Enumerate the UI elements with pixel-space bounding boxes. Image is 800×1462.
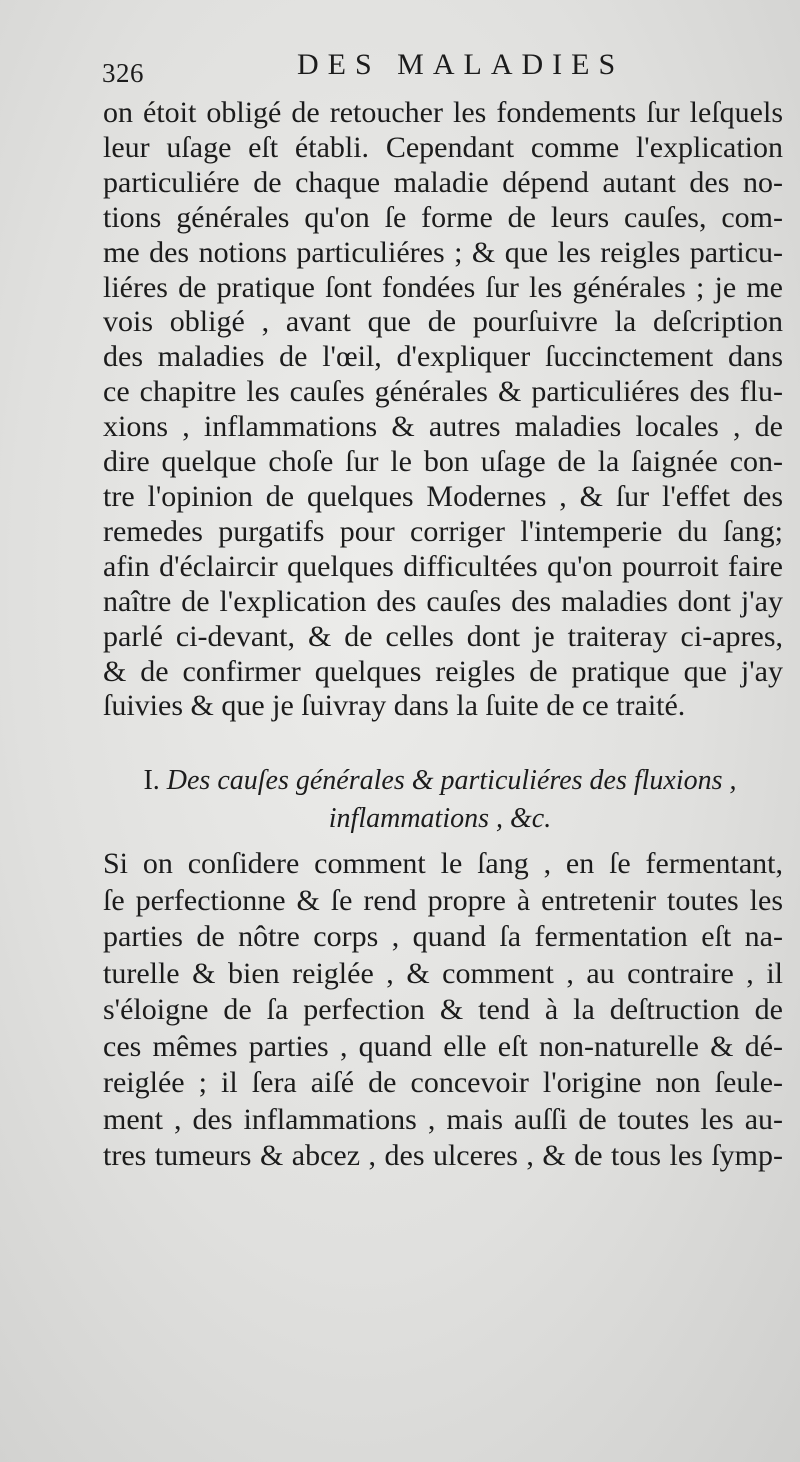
text-line: ce chapitre les cauſes générales & particuliéres des flu- <box>103 375 783 409</box>
text-line: leur uſage eſt établi. Cependant comme l'explication <box>103 130 783 164</box>
text-line: dire quelque choſe ſur le bon uſage de la ſaignée con- <box>103 445 783 479</box>
text-line: liéres de pratique ſont fondées ſur les générales ; je me <box>103 270 783 304</box>
text-line: vois obligé , avant que de pourſuivre la deſcription <box>103 305 783 339</box>
text-line: particuliére de chaque maladie dépend autant des no- <box>103 165 783 199</box>
text-line: naître de l'explication des cauſes des maladies dont j'ay <box>103 584 783 618</box>
text-line: on étoit obligé de retoucher les fondements ſur leſquels <box>103 96 783 129</box>
text-line: turelle & bien reiglée , & comment , au contraire , il <box>103 956 783 990</box>
opening-paragraph <box>103 96 783 724</box>
text-line: s'éloigne de ſa perfection & tend à la deſtruction de <box>103 993 783 1026</box>
section-number: I. <box>143 765 160 796</box>
text-line: des maladies de l'œil, d'expliquer ſuccinctement dans <box>103 340 783 374</box>
text-line: parlé ci-devant, & de celles dont je traiteray ci-apres, <box>103 619 783 653</box>
text-line: me des notions particuliéres ; & que les reigles particu- <box>103 235 783 269</box>
text-line: tions générales qu'on ſe forme de leurs cauſes, com- <box>103 200 783 234</box>
text-line: tres tumeurs & abcez , des ulceres , & de tous les ſymp- <box>103 1139 783 1172</box>
text-line: parties de nôtre corps , quand ſa fermentation eſt na- <box>103 920 783 953</box>
running-title: DES MALADIES <box>297 48 625 81</box>
text-line: ces mêmes parties , quand elle eſt non-naturelle & dé- <box>103 1029 783 1063</box>
text-line: ſe perfectionne & ſe rend propre à entretenir toutes les <box>103 883 783 917</box>
section-paragraph <box>103 846 783 1175</box>
section-title-line-1: Des cauſes générales & particuliéres des fluxions , <box>166 765 737 796</box>
text-line: tre l'opinion de quelques Modernes , & ſur l'effet des <box>103 479 783 513</box>
text-line: reiglée ; il ſera aiſé de concevoir l'origine non ſeule- <box>103 1066 783 1099</box>
text-line: ment , des inflammations , mais auſſi de toutes les au- <box>103 1102 783 1136</box>
text-line: remedes purgatifs pour corriger l'intemperie du ſang; <box>103 514 783 548</box>
text-line: afin d'éclaircir quelques difficultées qu'on pourroit faire <box>103 549 783 583</box>
section-title-line-2: inflammations , &c. <box>328 803 552 834</box>
text-line: xions , inflammations & autres maladies locales , de <box>103 410 783 444</box>
text-line: Si on conſidere comment le ſang , en ſe fermentant, <box>103 847 783 880</box>
page-number: 326 <box>102 58 144 88</box>
text-line: ſuivies & que je ſuivray dans la ſuite de ce traité. <box>103 689 686 723</box>
text-line: & de confirmer quelques reigles de pratique que j'ay <box>103 654 783 688</box>
section-heading <box>100 762 780 838</box>
page-header <box>102 46 662 86</box>
